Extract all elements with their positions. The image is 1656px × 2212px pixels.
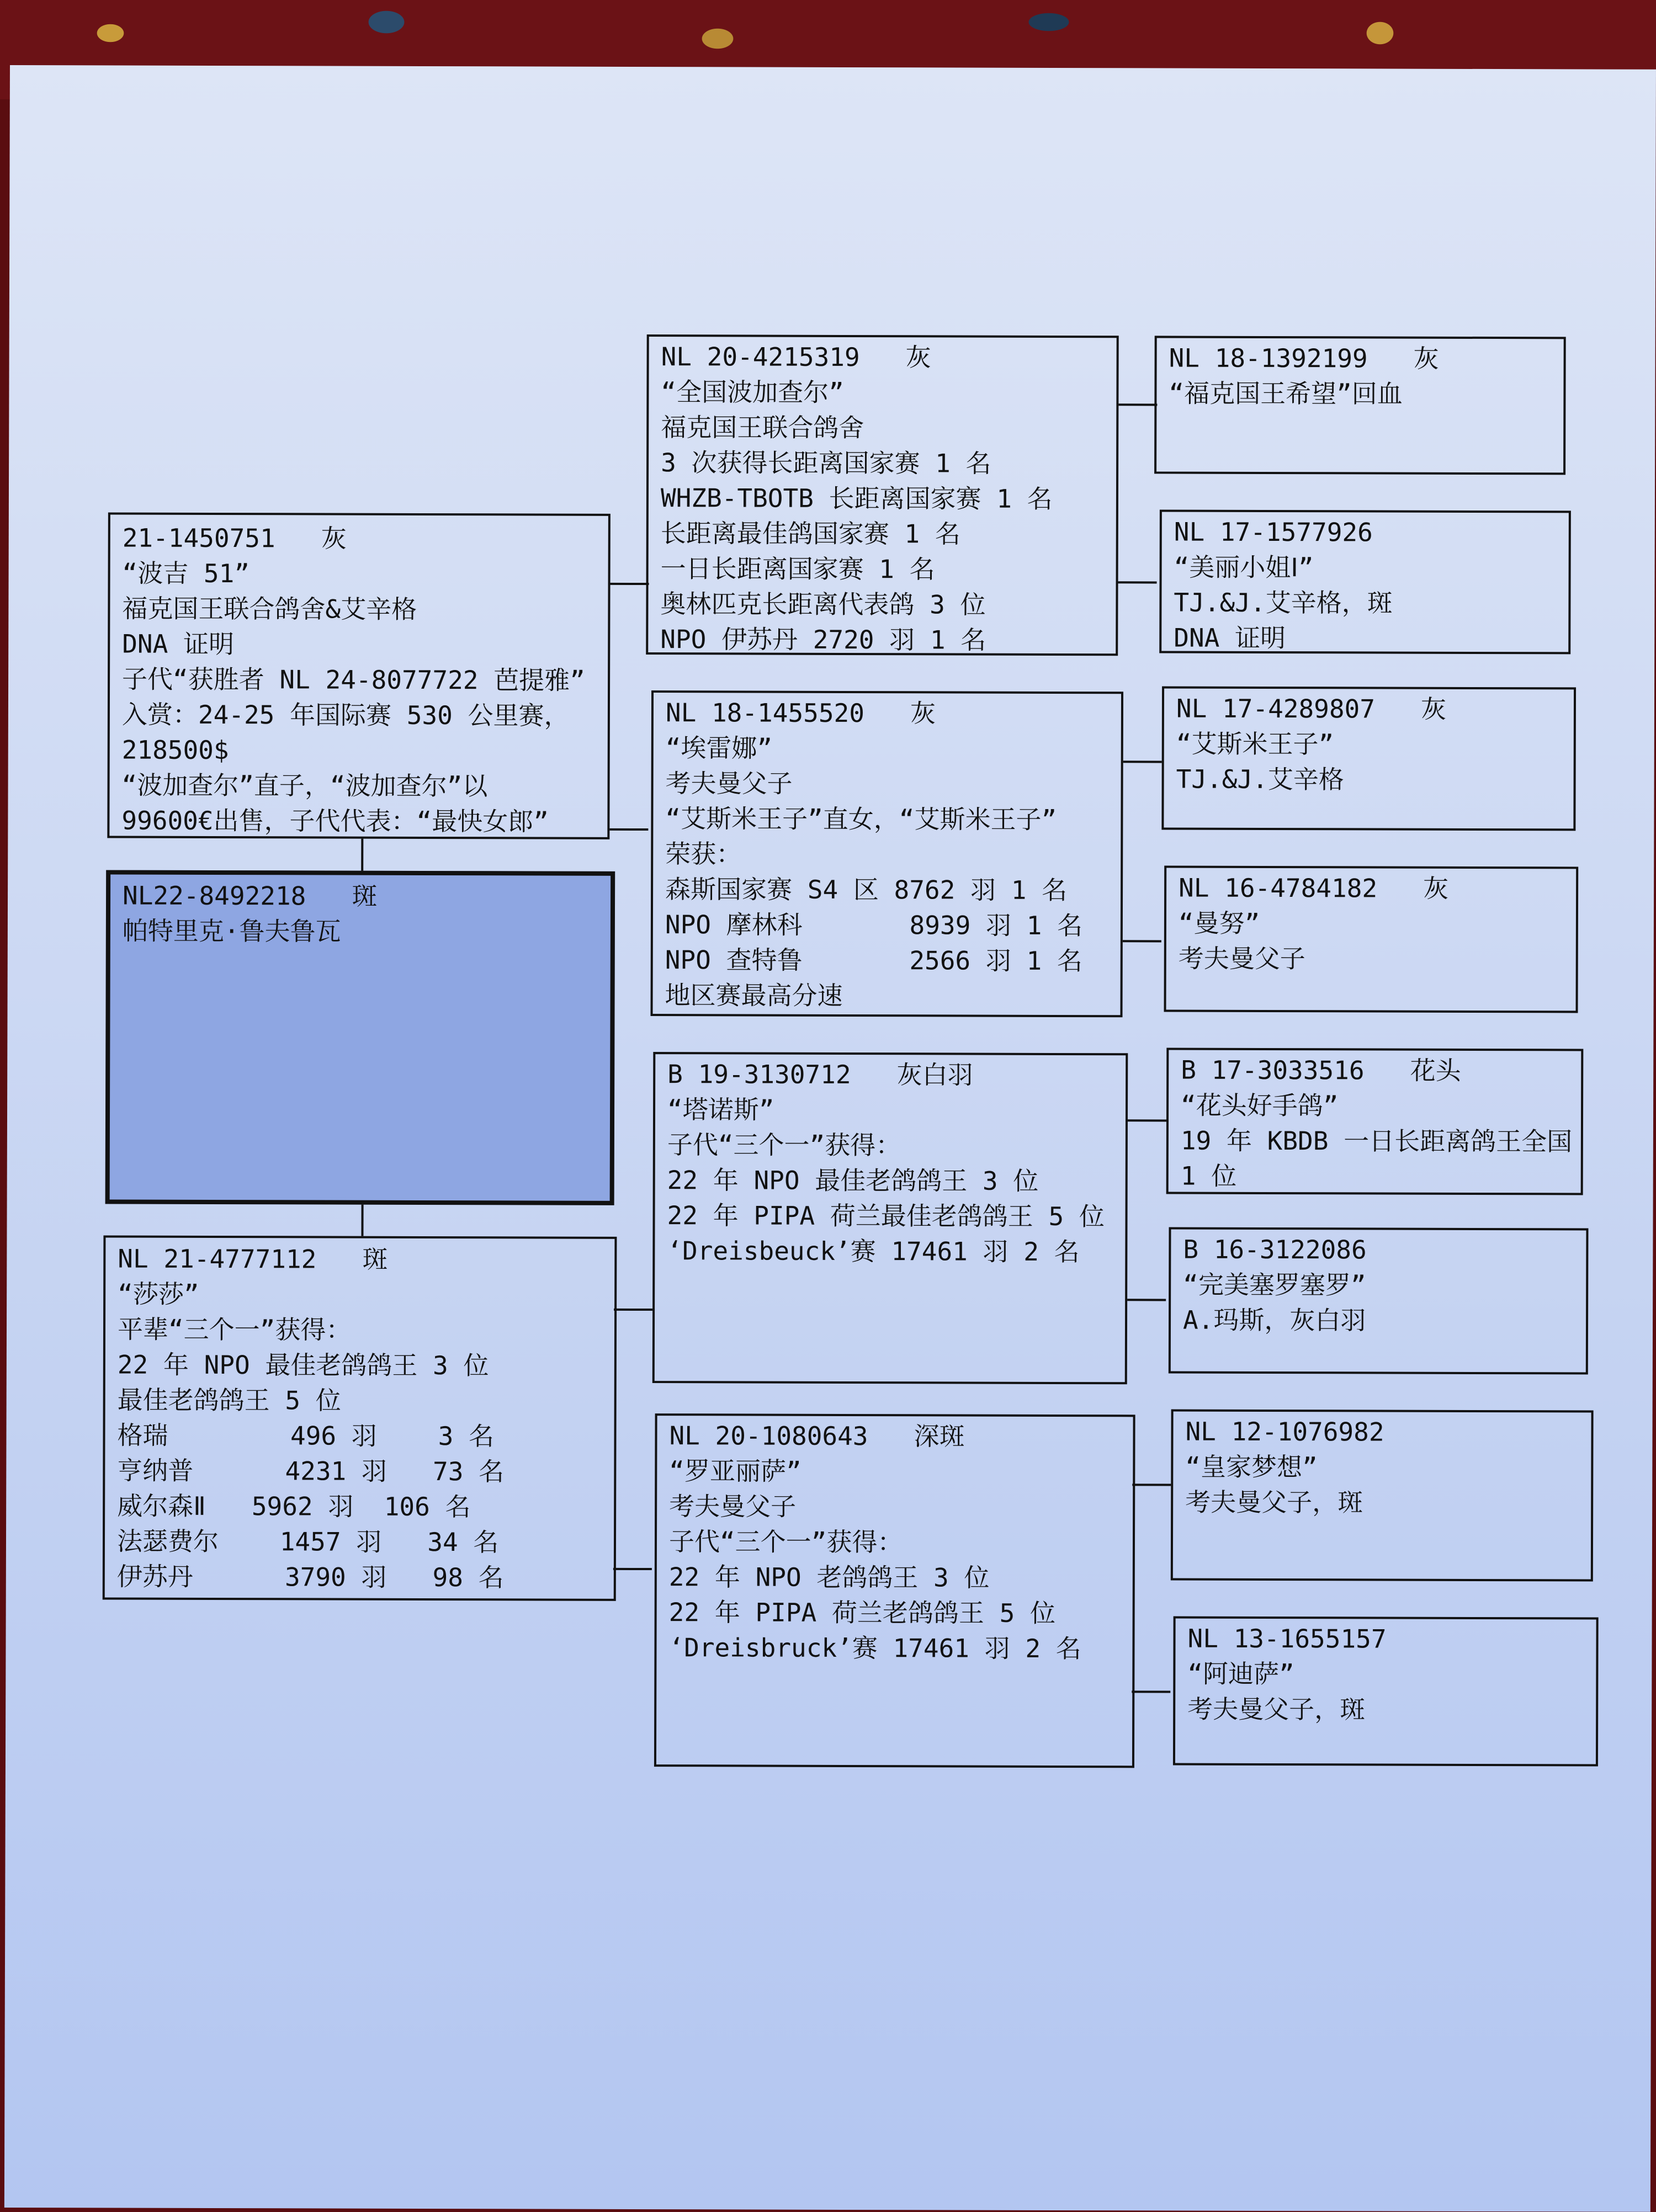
dam-line: 格瑞 496 羽 3 名	[117, 1420, 495, 1451]
connector-gen2b-bottom	[1123, 940, 1161, 942]
dam-line: NL 21-4777112 斑	[118, 1243, 388, 1274]
connector-gen2a-bottom	[1118, 581, 1157, 583]
gen2-line: B 19-3130712 灰白羽	[667, 1059, 973, 1090]
gen2-line: 一日长距离国家赛 1 名	[660, 554, 935, 584]
gen2-line: 奥林匹克长距离代表鸽 3 位	[660, 589, 986, 620]
connector-gen2c-bottom	[1127, 1299, 1166, 1301]
gen2-line: 子代“三个一”获得：	[667, 1130, 901, 1161]
gen2-line: NL 20-1080643 深斑	[669, 1421, 965, 1451]
dam-line: 22 年 NPO 最佳老鸽鸽王 3 位	[117, 1349, 489, 1381]
gen3-box-1	[1154, 336, 1566, 475]
gen2-line: 荣获：	[665, 839, 742, 869]
gen2-line: “塔诺斯”	[667, 1094, 774, 1125]
gen2-line: 考夫曼父子	[669, 1491, 797, 1522]
gen3-line: “花头好手鸽”	[1181, 1090, 1339, 1121]
sire-line: DNA 证明	[122, 629, 235, 660]
gen2-box-a	[646, 334, 1119, 656]
gen3-line: 1 位	[1180, 1161, 1237, 1191]
dam-line: 平辈“三个一”获得：	[117, 1314, 352, 1345]
sire-line: “波吉 51”	[122, 558, 250, 589]
gen2-box-b	[650, 690, 1123, 1017]
gen3-line: “阿迪萨”	[1187, 1658, 1294, 1689]
gen2-line: 22 年 NPO 最佳老鸽鸽王 3 位	[667, 1165, 1039, 1196]
dam-line: 亨纳普 4231 羽 73 名	[117, 1455, 505, 1487]
subject-box	[105, 870, 615, 1205]
gen2-line: 子代“三个一”获得：	[668, 1527, 903, 1557]
connector-sire-subject	[361, 839, 363, 872]
gen2-line: NL 18-1455520 灰	[665, 698, 936, 729]
dam-line: 伊苏丹 3790 羽 98 名	[116, 1561, 504, 1593]
sire-line: 99600€出售，子代代表：“最快女郎”	[121, 805, 549, 837]
connector-sire-gen2a	[611, 583, 649, 585]
sire-line: 福克国王联合鸽舍&艾辛格	[122, 593, 417, 624]
gen2-line: 3 次获得长距离国家赛 1 名	[661, 448, 991, 478]
gen3-box-6	[1169, 1227, 1589, 1375]
gen2-line: NPO 摩林科 8939 羽 1 名	[665, 910, 1083, 941]
gen3-line: “完美塞罗塞罗”	[1183, 1269, 1366, 1300]
gen2-line: “艾斯米王子”直女，“艾斯米王子”	[665, 804, 1057, 834]
gen3-line: “曼努”	[1178, 908, 1260, 938]
dam-line: 法瑟费尔 1457 羽 34 名	[116, 1526, 499, 1557]
subject-ring-number: NL22-8492218 斑	[122, 880, 378, 911]
gen2-line: ‘Dreisbruck’赛 17461 羽 2 名	[668, 1633, 1081, 1664]
gen3-line: 考夫曼父子，斑	[1187, 1694, 1366, 1725]
sire-box	[107, 512, 611, 839]
connector-gen2a-top	[1118, 403, 1157, 406]
gen3-line: NL 16-4784182 灰	[1179, 873, 1449, 903]
sire-line: 21-1450751 灰	[122, 523, 347, 554]
gen3-line: 19 年 KBDB 一日长距离鸽王全国	[1180, 1125, 1573, 1157]
gen2-line: 22 年 PIPA 荷兰老鸽鸽王 5 位	[668, 1597, 1056, 1628]
gen3-box-8	[1173, 1617, 1599, 1767]
connector-gen2b-top	[1123, 761, 1162, 763]
gen2-line: 地区赛最高分速	[665, 980, 843, 1011]
sire-line: “波加查尔”直子，“波加查尔”以	[121, 770, 488, 801]
gen3-box-5	[1166, 1047, 1584, 1195]
gen3-line: “艾斯米王子”	[1176, 729, 1334, 759]
connector-gen2d-top	[1132, 1483, 1171, 1486]
subject-breeder: 帕特里克·鲁夫鲁瓦	[122, 916, 341, 947]
gen3-line: B 17-3033516 花头	[1181, 1055, 1461, 1086]
gen3-box-4	[1164, 865, 1579, 1013]
gen3-line: “皇家梦想”	[1185, 1451, 1318, 1482]
gen2-line: 森斯国家赛 S4 区 8762 羽 1 名	[665, 874, 1068, 906]
gen3-box-3	[1161, 686, 1576, 831]
gen2-line: 22 年 PIPA 荷兰最佳老鸽鸽王 5 位	[667, 1200, 1105, 1232]
gen2-line: 考夫曼父子	[665, 768, 793, 799]
gen3-line: NL 13-1655157	[1187, 1623, 1387, 1654]
gen3-line: TJ.&J.艾辛格，斑	[1174, 587, 1393, 618]
connector-gen2d-bottom	[1132, 1690, 1170, 1693]
gen2-box-d	[654, 1413, 1135, 1768]
dam-line: 最佳老鸽鸽王 5 位	[117, 1385, 341, 1416]
gen2-line: ‘Dreisbeuck’赛 17461 羽 2 名	[667, 1236, 1080, 1267]
gen3-line: NL 17-4289807 灰	[1176, 693, 1447, 724]
sire-line: 子代“获胜者 NL 24-8077722 芭提雅”	[122, 664, 585, 695]
gen2-box-c	[652, 1052, 1128, 1384]
gen3-line: DNA 证明	[1174, 623, 1286, 653]
gen3-line: 考夫曼父子	[1178, 943, 1305, 974]
gen2-line: 22 年 NPO 老鸽鸽王 3 位	[668, 1562, 990, 1593]
gen2-line: 长距离最佳鸽国家赛 1 名	[660, 518, 960, 549]
connector-dam-gen2c	[614, 1309, 652, 1311]
gen3-line: NL 18-1392199 灰	[1169, 343, 1439, 374]
gen2-line: WHZB-TBOTB 长距离国家赛 1 名	[660, 483, 1053, 514]
connector-sire-gen2b	[609, 828, 648, 831]
gen2-line: NL 20-4215319 灰	[661, 342, 931, 373]
sire-line: 218500$	[121, 735, 229, 765]
gen3-box-2	[1159, 509, 1571, 654]
sire-line: 入赏：24-25 年国际赛 530 公里赛，	[121, 699, 570, 731]
connector-gen2c-top	[1128, 1119, 1166, 1121]
gen3-line: “美丽小姐Ⅰ”	[1174, 552, 1314, 583]
dam-line: “莎莎”	[118, 1279, 199, 1309]
gen3-line: A.玛斯，灰白羽	[1182, 1305, 1366, 1336]
gen3-box-7	[1171, 1410, 1594, 1582]
pedigree-sheet	[4, 65, 1656, 2212]
gen3-line: B 16-3122086	[1183, 1234, 1367, 1265]
gen3-line: NL 17-1577926	[1174, 517, 1373, 547]
gen2-line: “罗亚丽萨”	[669, 1456, 802, 1486]
gen3-line: “福克国王希望”回血	[1169, 378, 1403, 409]
gen2-line: “全国波加查尔”	[661, 377, 844, 407]
gen2-line: 福克国王联合鸽舍	[661, 412, 864, 443]
connector-dam-gen2d	[613, 1568, 652, 1570]
gen3-line: NL 12-1076982	[1185, 1416, 1384, 1447]
dam-line: 威尔森Ⅱ 5962 羽 106 名	[117, 1491, 471, 1522]
gen2-line: “埃雷娜”	[665, 733, 773, 763]
gen2-line: NPO 伊苏丹 2720 羽 1 名	[660, 624, 986, 655]
gen2-line: NPO 查特鲁 2566 羽 1 名	[665, 945, 1083, 976]
gen3-line: TJ.&J.艾辛格	[1176, 764, 1344, 795]
connector-subject-dam	[361, 1203, 363, 1236]
gen3-line: 考夫曼父子，斑	[1185, 1487, 1363, 1518]
dam-box	[103, 1235, 617, 1600]
